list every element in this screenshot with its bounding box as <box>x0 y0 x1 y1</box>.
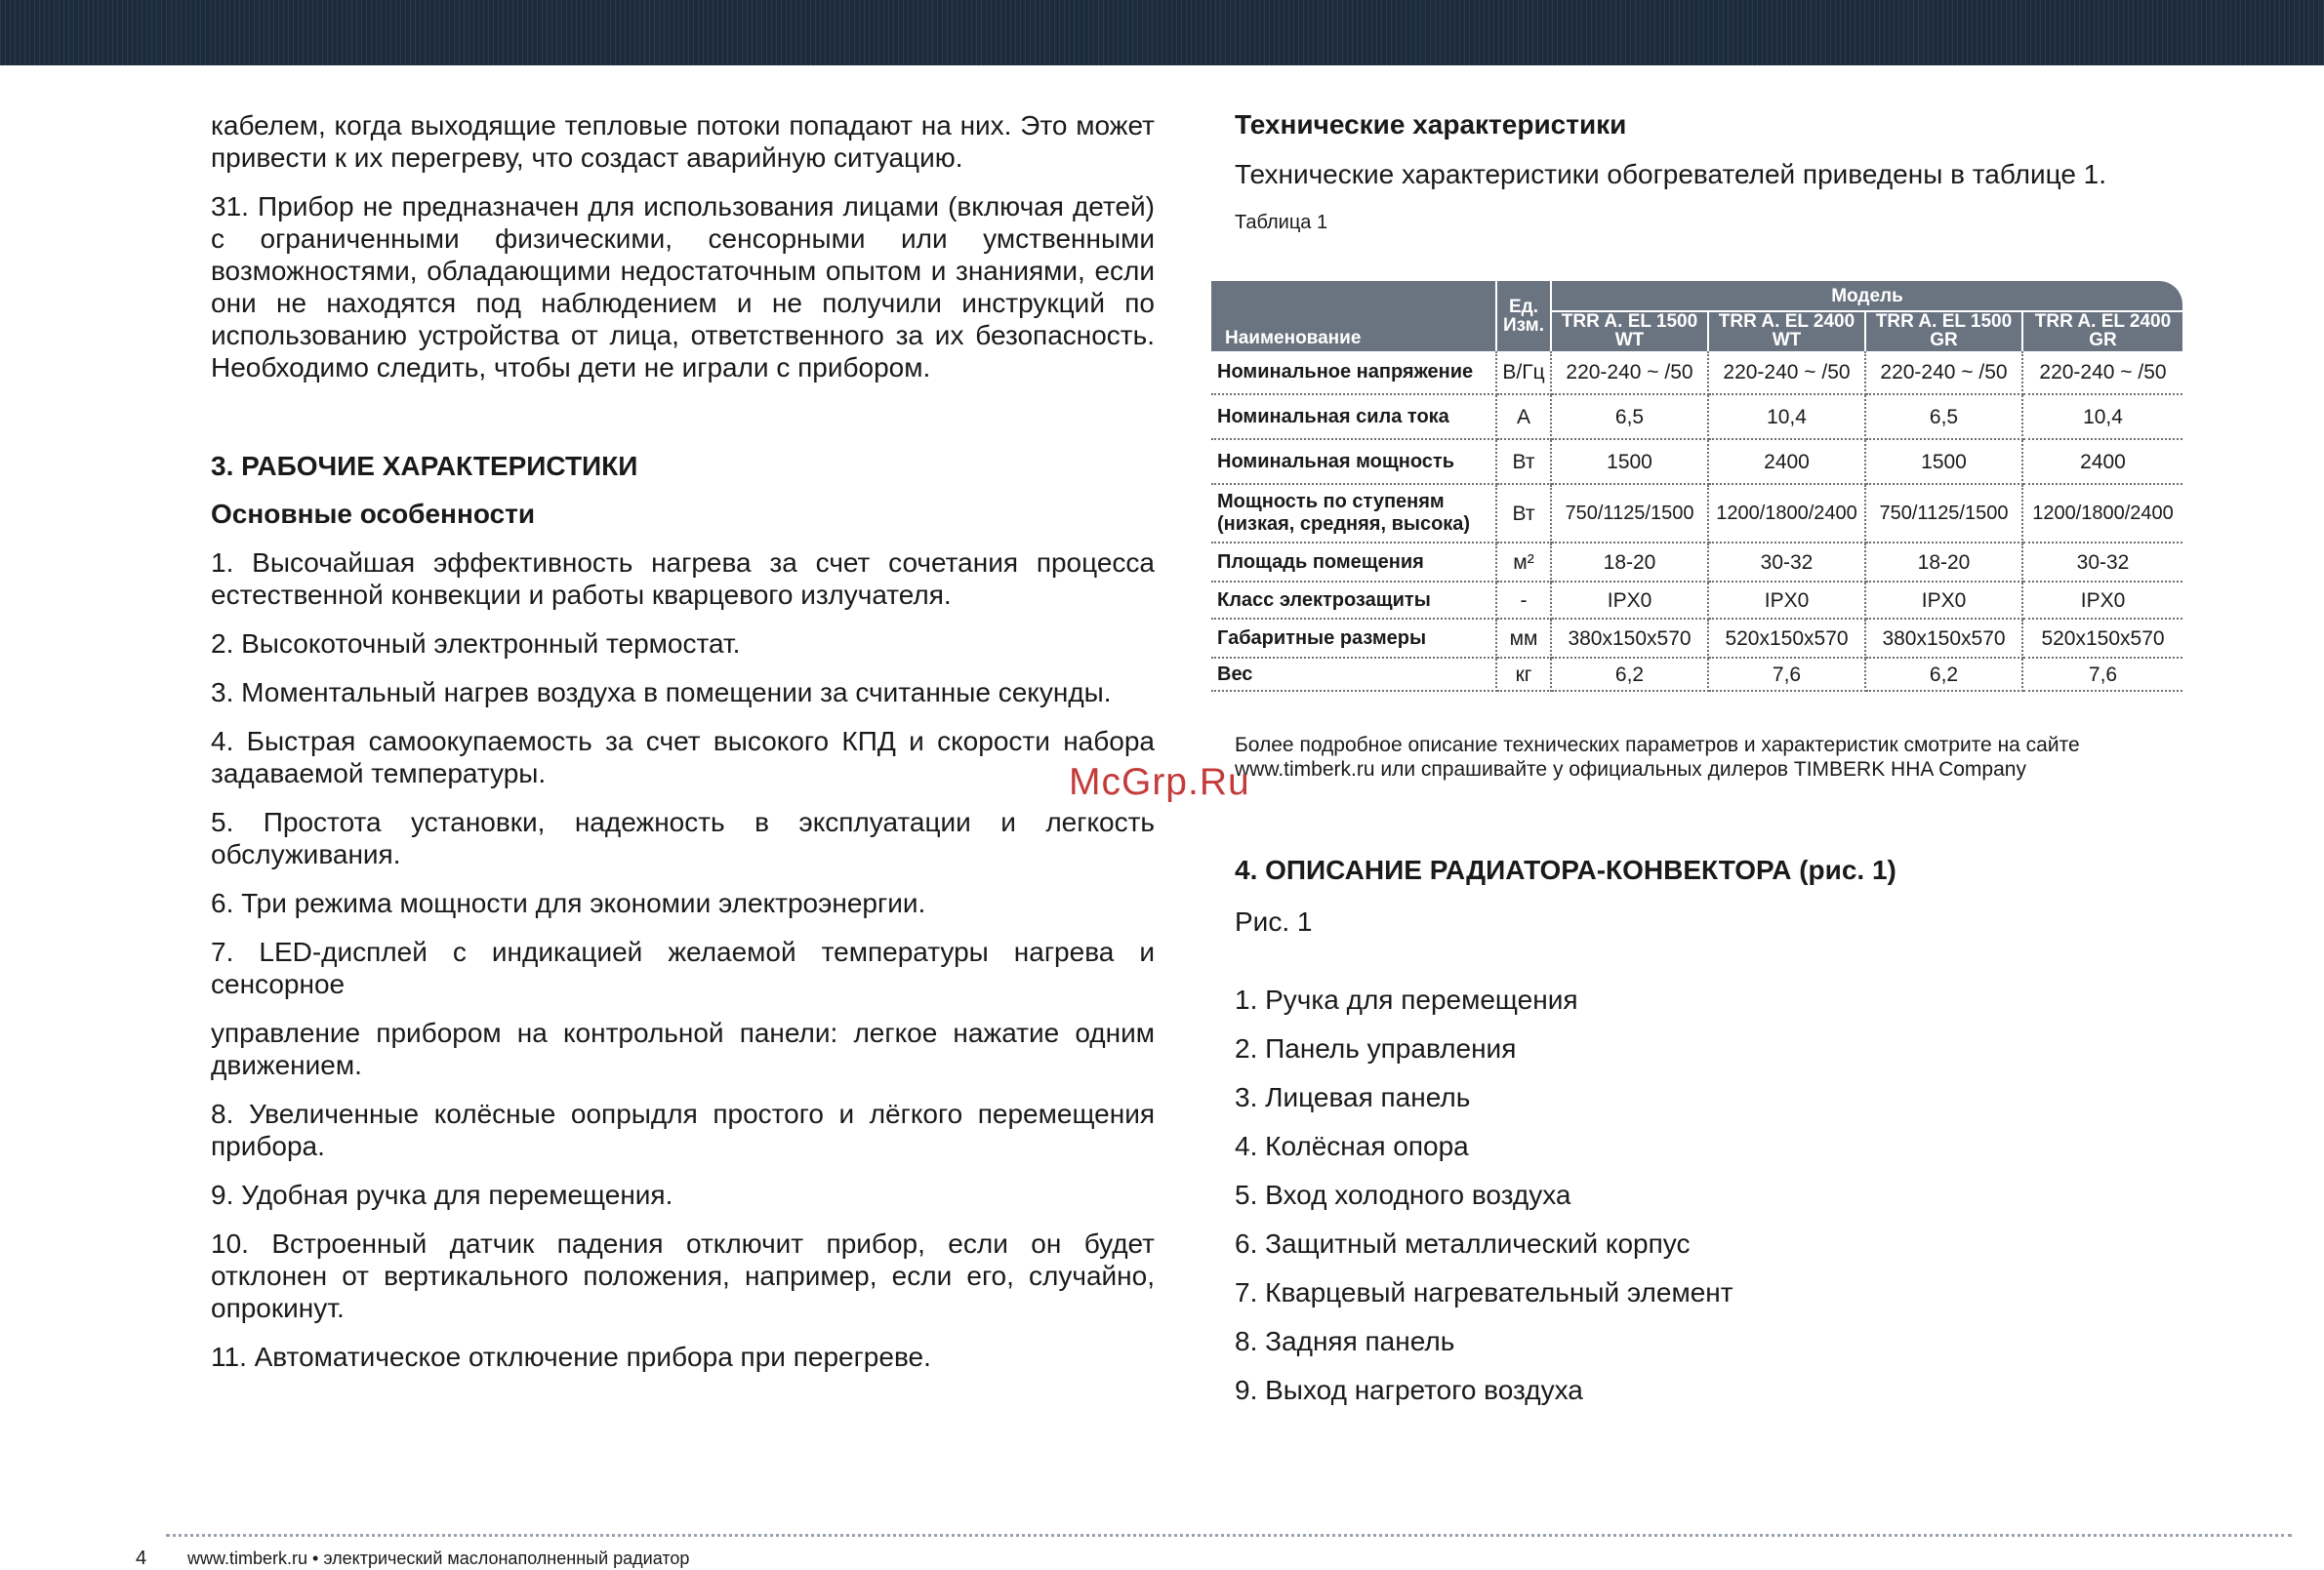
row-value: 10,4 <box>2022 394 2182 439</box>
figure-label: Рис. 1 <box>1235 906 1313 937</box>
row-name: Мощность по ступеням (низкая, средняя, высока) <box>1211 484 1496 543</box>
row-value: IPX0 <box>1708 582 1865 619</box>
row-value: IPX0 <box>2022 582 2182 619</box>
section-4-title: 4. ОПИСАНИЕ РАДИАТОРА-КОНВЕКТОРА (рис. 1) <box>1235 855 1896 885</box>
part-item: 3. Лицевая панель <box>1235 1082 1471 1112</box>
row-value: 220-240 ~ /50 <box>1865 351 2022 394</box>
part-item: 6. Защитный металлический корпус <box>1235 1228 1691 1259</box>
row-name: Номинальное напряжение <box>1211 351 1496 394</box>
row-value: 10,4 <box>1708 394 1865 439</box>
part-item: 1. Ручка для перемещения <box>1235 985 1578 1015</box>
footer-divider <box>166 1534 2292 1537</box>
row-value: IPX0 <box>1551 582 1708 619</box>
part-item: 8. Задняя панель <box>1235 1326 1455 1356</box>
row-value: 220-240 ~ /50 <box>2022 351 2182 394</box>
feature-item: 9. Удобная ручка для перемещения. <box>211 1180 673 1210</box>
feature-item: 8. Увеличенные колёсные оопрыдля простого и лёгкого перемещения прибора. <box>211 1099 1155 1161</box>
row-value: 1500 <box>1865 439 2022 484</box>
feature-item: 1. Высочайшая эффективность нагрева за счет сочетания процесса естественной конвекции и работы кварцевого излучателя. <box>211 547 1155 610</box>
part-item: 7. Кварцевый нагревательный элемент <box>1235 1277 1733 1308</box>
table-row <box>1211 619 2182 658</box>
row-name: Габаритные размеры <box>1211 619 1496 658</box>
row-value: 2400 <box>1708 439 1865 484</box>
header-model: Модель <box>1551 281 2182 311</box>
specs-title: Технические характеристики <box>1235 109 1627 140</box>
row-value: 7,6 <box>1708 658 1865 691</box>
row-value: 30-32 <box>2022 543 2182 582</box>
top-banner <box>0 0 2324 65</box>
row-value: 6,5 <box>1551 394 1708 439</box>
row-unit: Вт <box>1496 484 1551 543</box>
table-row <box>1211 484 2182 543</box>
feature-item: 5. Простота установки, надежность в эксплуатации и легкость обслуживания. <box>211 807 1155 869</box>
row-name: Класс электрозащиты <box>1211 582 1496 619</box>
row-value: 380x150x570 <box>1865 619 2022 658</box>
header-model-col: TRR A. EL 2400 GR <box>2022 311 2182 351</box>
feature-item: 2. Высокоточный электронный термостат. <box>211 628 741 659</box>
row-value: 1500 <box>1551 439 1708 484</box>
row-unit: А <box>1496 394 1551 439</box>
left-column <box>211 109 1155 1389</box>
table-row <box>1211 658 2182 691</box>
row-value: 1200/1800/2400 <box>1708 484 1865 543</box>
table-caption: Таблица 1 <box>1235 212 1328 233</box>
table-row <box>1211 439 2182 484</box>
row-name: Номинальная сила тока <box>1211 394 1496 439</box>
feature-item: 10. Встроенный датчик падения отключит прибор, если он будет отклонен от вертикального положения, например, если его, случайно, опрокинут. <box>211 1228 1155 1323</box>
part-item: 4. Колёсная опора <box>1235 1131 1469 1161</box>
header-model-col: TRR A. EL 1500 GR <box>1865 311 2022 351</box>
row-value: 220-240 ~ /50 <box>1708 351 1865 394</box>
row-value: 2400 <box>2022 439 2182 484</box>
feature-item: 6. Три режима мощности для экономии электроэнергии. <box>211 888 926 918</box>
row-value: 6,2 <box>1865 658 2022 691</box>
row-value: 6,5 <box>1865 394 2022 439</box>
specs-table <box>1211 281 2182 692</box>
part-item: 5. Вход холодного воздуха <box>1235 1180 1571 1210</box>
row-value: 18-20 <box>1551 543 1708 582</box>
right-column <box>1235 109 2201 234</box>
section-3-title: 3. РАБОЧИЕ ХАРАКТЕРИСТИКИ <box>211 451 638 481</box>
footnote-block <box>1235 733 2172 782</box>
feature-item: 3. Моментальный нагрев воздуха в помещении за считанные секунды. <box>211 677 1112 707</box>
row-value: 520x150x570 <box>1708 619 1865 658</box>
feature-item: 4. Быстрая самоокупаемость за счет высокого КПД и скорости набора задаваемой температуры. <box>211 726 1155 788</box>
header-model-col: TRR A. EL 1500 WT <box>1551 311 1708 351</box>
part-item: 9. Выход нагретого воздуха <box>1235 1375 1583 1405</box>
row-value: 6,2 <box>1551 658 1708 691</box>
paragraph-cable: кабелем, когда выходящие тепловые потоки попадают на них. Это может привести к их перегреву, что создаст аварийную ситуацию. <box>211 110 1155 173</box>
footer-text: www.timberk.ru • электрический маслонаполненный радиатор <box>187 1549 690 1568</box>
paragraph-item-31: 31. Прибор не предназначен для использования лицами (включая детей) с ограниченными физическими, сенсорными или умственными возможностями, обладающими недостаточным опытом и знаниями, если они не находятся под наблюдением и не получили инструкций по использованию устройства от лица, ответственного за их безопасность. Необходимо следить, чтобы дети не играли с прибором. <box>211 191 1155 382</box>
section-4-block <box>1235 855 2201 1423</box>
specs-intro: Технические характеристики обогревателей приведены в таблице 1. <box>1235 159 2107 189</box>
row-unit: м² <box>1496 543 1551 582</box>
row-unit: В/Гц <box>1496 351 1551 394</box>
row-value: 750/1125/1500 <box>1551 484 1708 543</box>
row-value: 220-240 ~ /50 <box>1551 351 1708 394</box>
row-unit: кг <box>1496 658 1551 691</box>
row-value: 30-32 <box>1708 543 1865 582</box>
row-value: IPX0 <box>1865 582 2022 619</box>
table-row <box>1211 351 2182 394</box>
footnote: Более подробное описание технических параметров и характеристик смотрите на сайте www.timberk.ru или спрашивайте у официальных дилеров TIMBERK HHA Company <box>1235 734 2080 781</box>
table-row <box>1211 582 2182 619</box>
row-value: 520x150x570 <box>2022 619 2182 658</box>
subsection-title: Основные особенности <box>211 499 536 529</box>
header-model-col: TRR A. EL 2400 WT <box>1708 311 1865 351</box>
page-number: 4 <box>136 1548 147 1569</box>
part-item: 2. Панель управления <box>1235 1033 1517 1064</box>
header-unit: Ед. Изм. <box>1496 281 1551 351</box>
row-name: Вес <box>1211 658 1496 691</box>
row-value: 7,6 <box>2022 658 2182 691</box>
row-unit: мм <box>1496 619 1551 658</box>
row-value: 380x150x570 <box>1551 619 1708 658</box>
row-name: Площадь помещения <box>1211 543 1496 582</box>
row-value: 18-20 <box>1865 543 2022 582</box>
row-value: 750/1125/1500 <box>1865 484 2022 543</box>
row-unit: Вт <box>1496 439 1551 484</box>
feature-item: 7. LED-дисплей с индикацией желаемой температуры нагрева и сенсорное <box>211 937 1155 999</box>
feature-item: управление прибором на контрольной панели: легкое нажатие одним движением. <box>211 1018 1155 1080</box>
watermark: McGrp.Ru <box>1069 761 1250 803</box>
table-row <box>1211 394 2182 439</box>
header-name: Наименование <box>1211 281 1496 351</box>
table-row <box>1211 543 2182 582</box>
row-name: Номинальная мощность <box>1211 439 1496 484</box>
row-unit: - <box>1496 582 1551 619</box>
row-value: 1200/1800/2400 <box>2022 484 2182 543</box>
feature-item: 11. Автоматическое отключение прибора при перегреве. <box>211 1342 931 1372</box>
